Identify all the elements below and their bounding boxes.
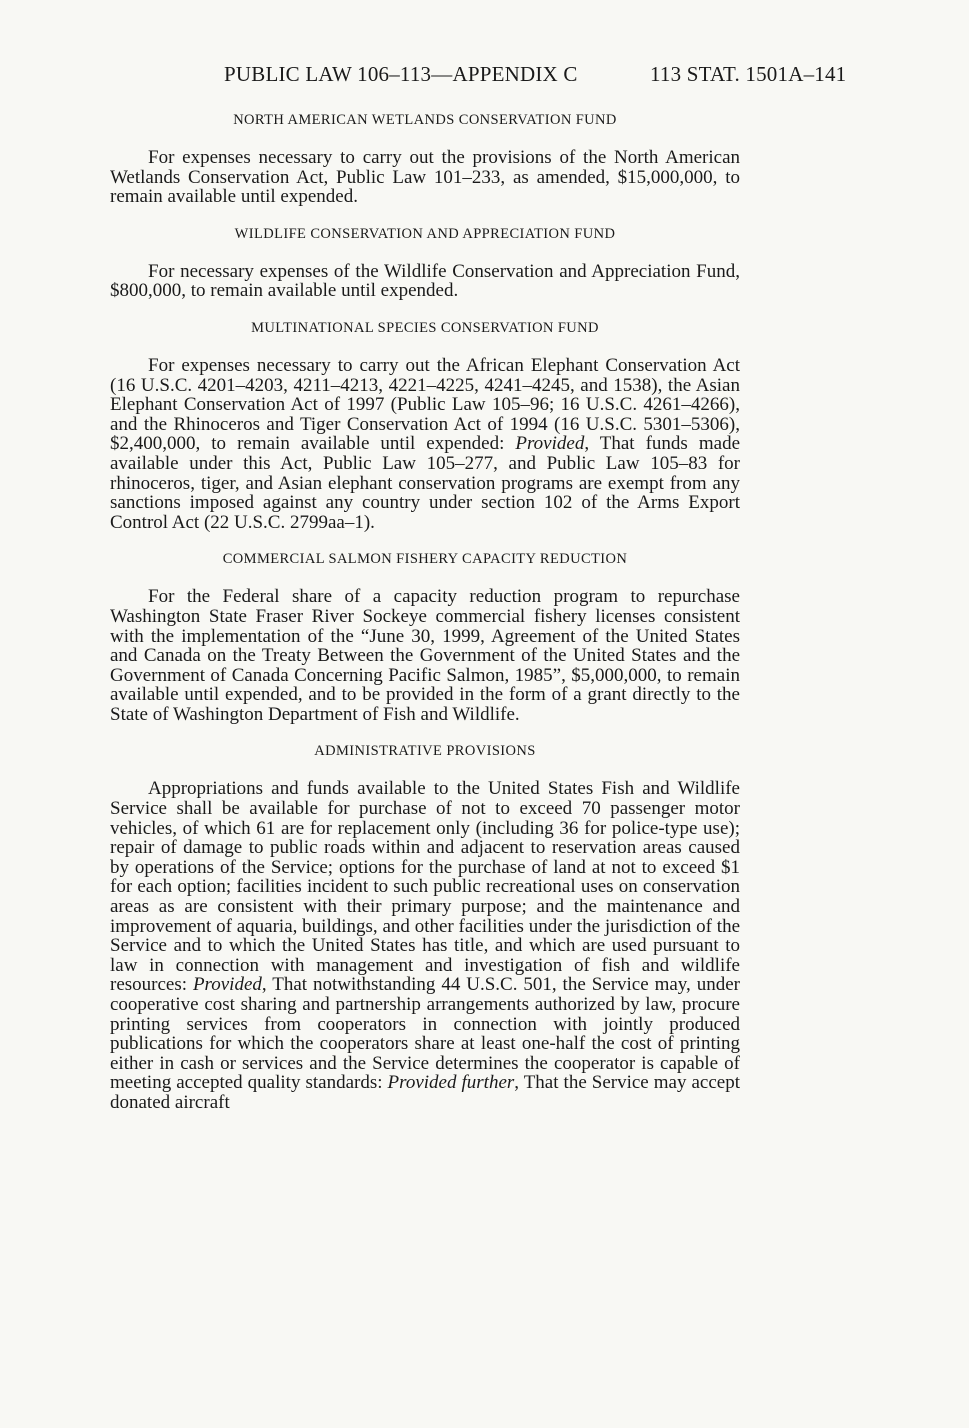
running-header [224,62,884,87]
body-text: , That funds made available under this Act, Public Law 105–277, and Public Law 105–83 for rhinoceros, tiger, and Asian elephant conservation programs are exempt from any sanctions imposed against any country under section 102 of the Arms Export Control Act (22 U.S.C. 2799aa–1). [110,433,740,533]
body-text: For expenses necessary to carry out the African Elephant Conservation Act (16 U.S.C. 4201–4203, 4211–4213, 4221–4225, 4241–4245, and 1538), the Asian Elephant Conservation Act of 1997 (Public Law 105–96; 16 U.S.C. 4261–4266), and the Rhinoceros and Tiger Conservation Act of 1994 (16 U.S.C. 5301–5306), $2,400,000, to remain available until expended: [110,354,740,455]
page-body [110,112,740,1132]
section-body-salmon-fishery: For the Federal share of a capacity reduction program to repurchase Washington State Fraser River Sockeye commercial fishery licenses consistent with the implementation of the “June 30, 1999, Agreement of the United States and Canada on the Treaty Between the Government of the United States and the Government of Canada Concerning Pacific Salmon, 1985”, $5,000,000, to remain available until expended, and to be provided in the form of a grant directly to the State of Washington Department of Fish and Wildlife. [110,586,740,725]
body-italic: Provided [192,974,262,996]
section-heading-salmon-fishery: COMMERCIAL SALMON FISHERY CAPACITY REDUCTION [222,551,628,568]
header-law-title: PUBLIC LAW 106–113—APPENDIX C [224,62,578,86]
section-body-wildlife-fund: For necessary expenses of the Wildlife Conservation and Appreciation Fund, $800,000, to remain available until expended. [110,260,740,302]
body-text: , That the Service may accept donated aircraft [110,1072,740,1113]
body-text: , That notwithstanding 44 U.S.C. 501, the Service may, under cooperative cost sharing and partnership arrangements authorized by law, procure printing services from cooperators in connection with jointly produced publications for which the cooperators share at least one-half the cost of printing either in cash or services and the Service determines the cooperator is capable of meeting accepted quality standards: [110,974,740,1094]
section-heading-wildlife-fund: WILDLIFE CONSERVATION AND APPRECIATION FUND [234,225,616,242]
section-body-administrative-provisions [110,779,740,1112]
header-page-citation: 113 STAT. 1501A–141 [650,62,847,86]
section-heading-wetlands: NORTH AMERICAN WETLANDS CONSERVATION FUND [233,112,617,128]
section-body-wetlands: For expenses necessary to carry out the provisions of the North American Wetlands Conservation Act, Public Law 101–233, as amended, $15,000,000, to remain available until expended. [110,147,740,208]
body-italic: Provided further [387,1072,515,1094]
section-body-multinational-species [110,356,740,532]
section-heading-multinational-species: MULTINATIONAL SPECIES CONSERVATION FUND [251,319,599,336]
section-heading-administrative-provisions: ADMINISTRATIVE PROVISIONS [314,743,536,760]
body-text: Appropriations and funds available to the United States Fish and Wildlife Service shall be available for purchase of not to exceed 70 passenger motor vehicles, of which 61 are for replacement only (including 36 for police-type use); repair of damage to public roads within and adjacent to reservation areas caused by operations of the Service; options for the purchase of land at not to exceed $1 for each option; facilities incident to such public recreational uses on conservation areas as are consistent with their primary purpose; and the maintenance and improvement of aquaria, buildings, and other facilities under the jurisdiction of the Service and to which the United States has title, and which are used pursuant to law in connection with management and investigation of fish and wildlife resources: [110,778,740,996]
body-italic: Provided [515,433,585,455]
